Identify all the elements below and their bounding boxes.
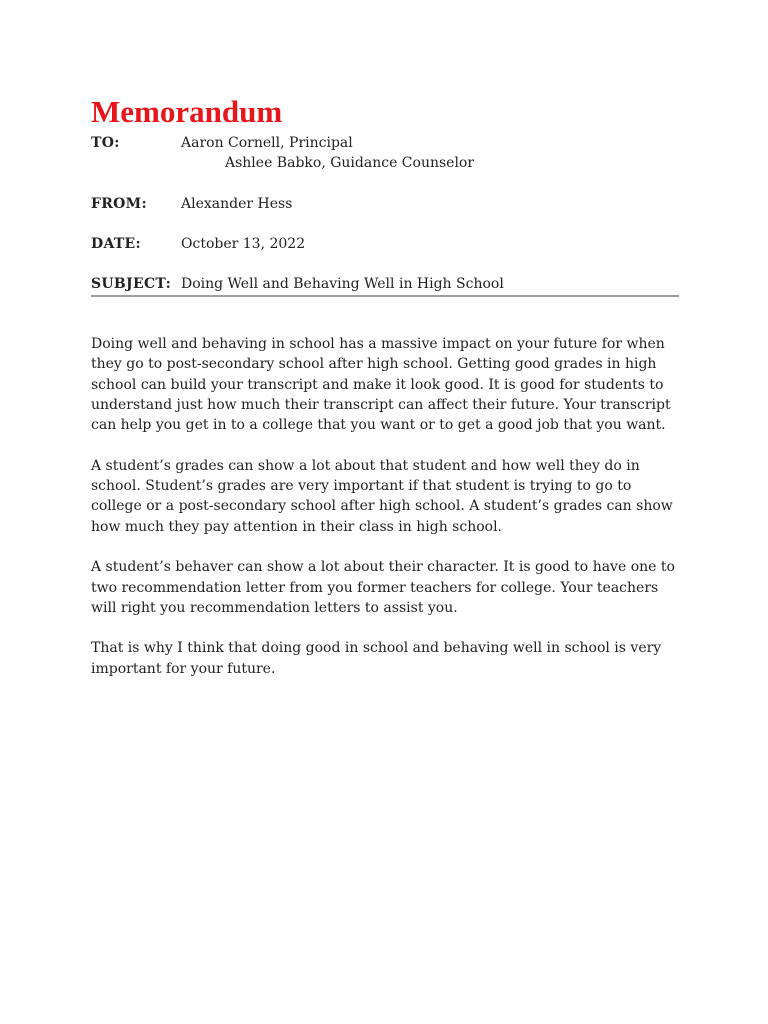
body-paragraph: That is why I think that doing good in school and behaving well in school is very important for your future. [91, 640, 662, 677]
body-paragraph: Doing well and behaving in school has a massive impact on your future for when they go to post-secondary school after high school. Getting good grades in high school can build your transcript and make it look good. It is good for students to understand just how much their transcript can affect their future. Your transcript can help you get in to a college that you want or to get a good job that you want. [91, 336, 671, 434]
from-value: Alexander Hess [181, 196, 293, 212]
from-row [91, 194, 679, 214]
date-row [91, 234, 679, 254]
memo-body [91, 334, 681, 699]
body-paragraph: A student’s behaver can show a lot about their character. It is good to have one to two recommendation letter from you former teachers for college. Your teachers will right you recommendation letters to assist you. [91, 559, 675, 616]
from-label: FROM: [91, 196, 147, 212]
subject-label: SUBJECT: [91, 276, 172, 292]
header-divider [91, 295, 679, 297]
to-row [91, 133, 679, 173]
memo-title: Memorandum [91, 94, 283, 129]
to-recipient-1: Aaron Cornell, Principal [181, 135, 353, 151]
to-label: TO: [91, 135, 120, 151]
to-recipient-2: Ashlee Babko, Guidance Counselor [225, 155, 475, 171]
body-paragraph: A student’s grades can show a lot about that student and how well they do in school. Student’s grades are very important if that student is trying to go to college or a post-secondary school after high school. A student’s grades can show how much they pay attention in their class in high school. [91, 457, 673, 535]
date-label: DATE: [91, 236, 141, 252]
memo-page [91, 94, 679, 677]
subject-row [91, 274, 679, 294]
subject-value: Doing Well and Behaving Well in High School [181, 276, 504, 292]
date-value: October 13, 2022 [181, 236, 306, 252]
